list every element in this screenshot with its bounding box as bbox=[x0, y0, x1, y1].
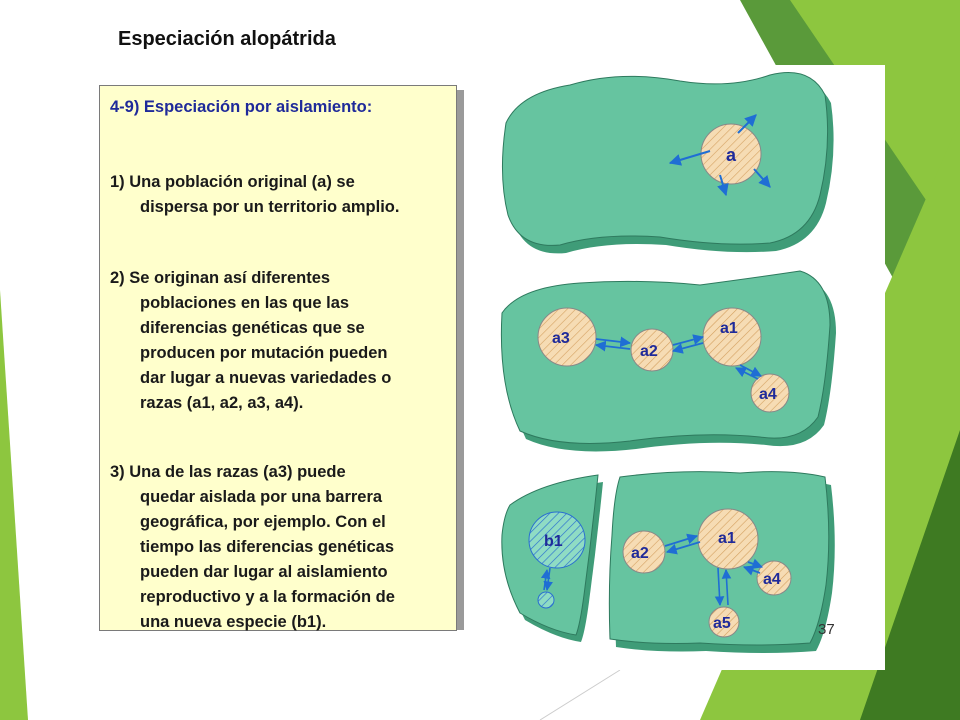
paragraph-3 bbox=[110, 460, 395, 635]
paragraph-2-line-3: diferencias genéticas que se bbox=[140, 319, 365, 337]
paragraph-3-line-2: quedar aislada por una barrera bbox=[140, 488, 383, 506]
panel-2-territory bbox=[501, 271, 836, 451]
population-b1-label: b1 bbox=[544, 533, 563, 550]
paragraph-2-line-2: poblaciones en las que las bbox=[140, 294, 350, 312]
population-a1-label-p3: a1 bbox=[718, 530, 736, 547]
paragraph-3-line-1: 3) Una de las razas (a3) puede bbox=[110, 463, 346, 481]
paragraph-2-line-4: producen por mutación pueden bbox=[140, 344, 388, 362]
paragraph-3-line-4: tiempo las diferencias genéticas bbox=[140, 538, 395, 556]
speciation-figure bbox=[480, 65, 885, 670]
speciation-diagram bbox=[480, 65, 885, 670]
panel-3-right-territory bbox=[609, 472, 834, 653]
population-b1-small-circle bbox=[538, 592, 554, 608]
paragraph-3-line-5: pueden dar lugar al aislamiento bbox=[140, 563, 388, 581]
paragraph-2 bbox=[110, 266, 391, 416]
paragraph-1-line-2: dispersa por un territorio amplio. bbox=[140, 198, 400, 216]
textbox-heading: 4-9) Especiación por aislamiento: bbox=[110, 98, 373, 116]
explanation-textbox bbox=[99, 85, 457, 631]
population-a5-label: a5 bbox=[713, 615, 731, 632]
paragraph-3-line-6: reproductivo y a la formación de bbox=[140, 588, 395, 606]
paragraph-1-line-1: 1) Una población original (a) se bbox=[110, 173, 355, 191]
population-a-label: a bbox=[726, 145, 737, 165]
population-a2-label: a2 bbox=[640, 343, 658, 360]
paragraph-2-line-1: 2) Se originan así diferentes bbox=[110, 269, 331, 287]
paragraph-3-line-3: geográfica, por ejemplo. Con el bbox=[140, 513, 386, 531]
paragraph-2-line-6: razas (a1, a2, a3, a4). bbox=[140, 394, 304, 412]
left-green-wedge bbox=[0, 290, 28, 720]
slide-title: Especiación alopátrida bbox=[118, 28, 336, 50]
paragraph-2-line-5: dar lugar a nuevas variedades o bbox=[140, 369, 392, 387]
population-a4-label-p3: a4 bbox=[763, 571, 781, 588]
population-a2-label-p3: a2 bbox=[631, 545, 649, 562]
population-a1-circle bbox=[703, 308, 761, 366]
population-a3-label: a3 bbox=[552, 330, 570, 347]
population-a1-label: a1 bbox=[720, 320, 738, 337]
paragraph-3-line-7: una nueva especie (b1). bbox=[140, 613, 327, 631]
panel-3-left-territory bbox=[502, 475, 603, 642]
paragraph-1 bbox=[110, 170, 399, 220]
page-number: 37 bbox=[818, 621, 835, 638]
population-a4-label: a4 bbox=[759, 386, 777, 403]
panel-1-territory bbox=[502, 73, 833, 254]
